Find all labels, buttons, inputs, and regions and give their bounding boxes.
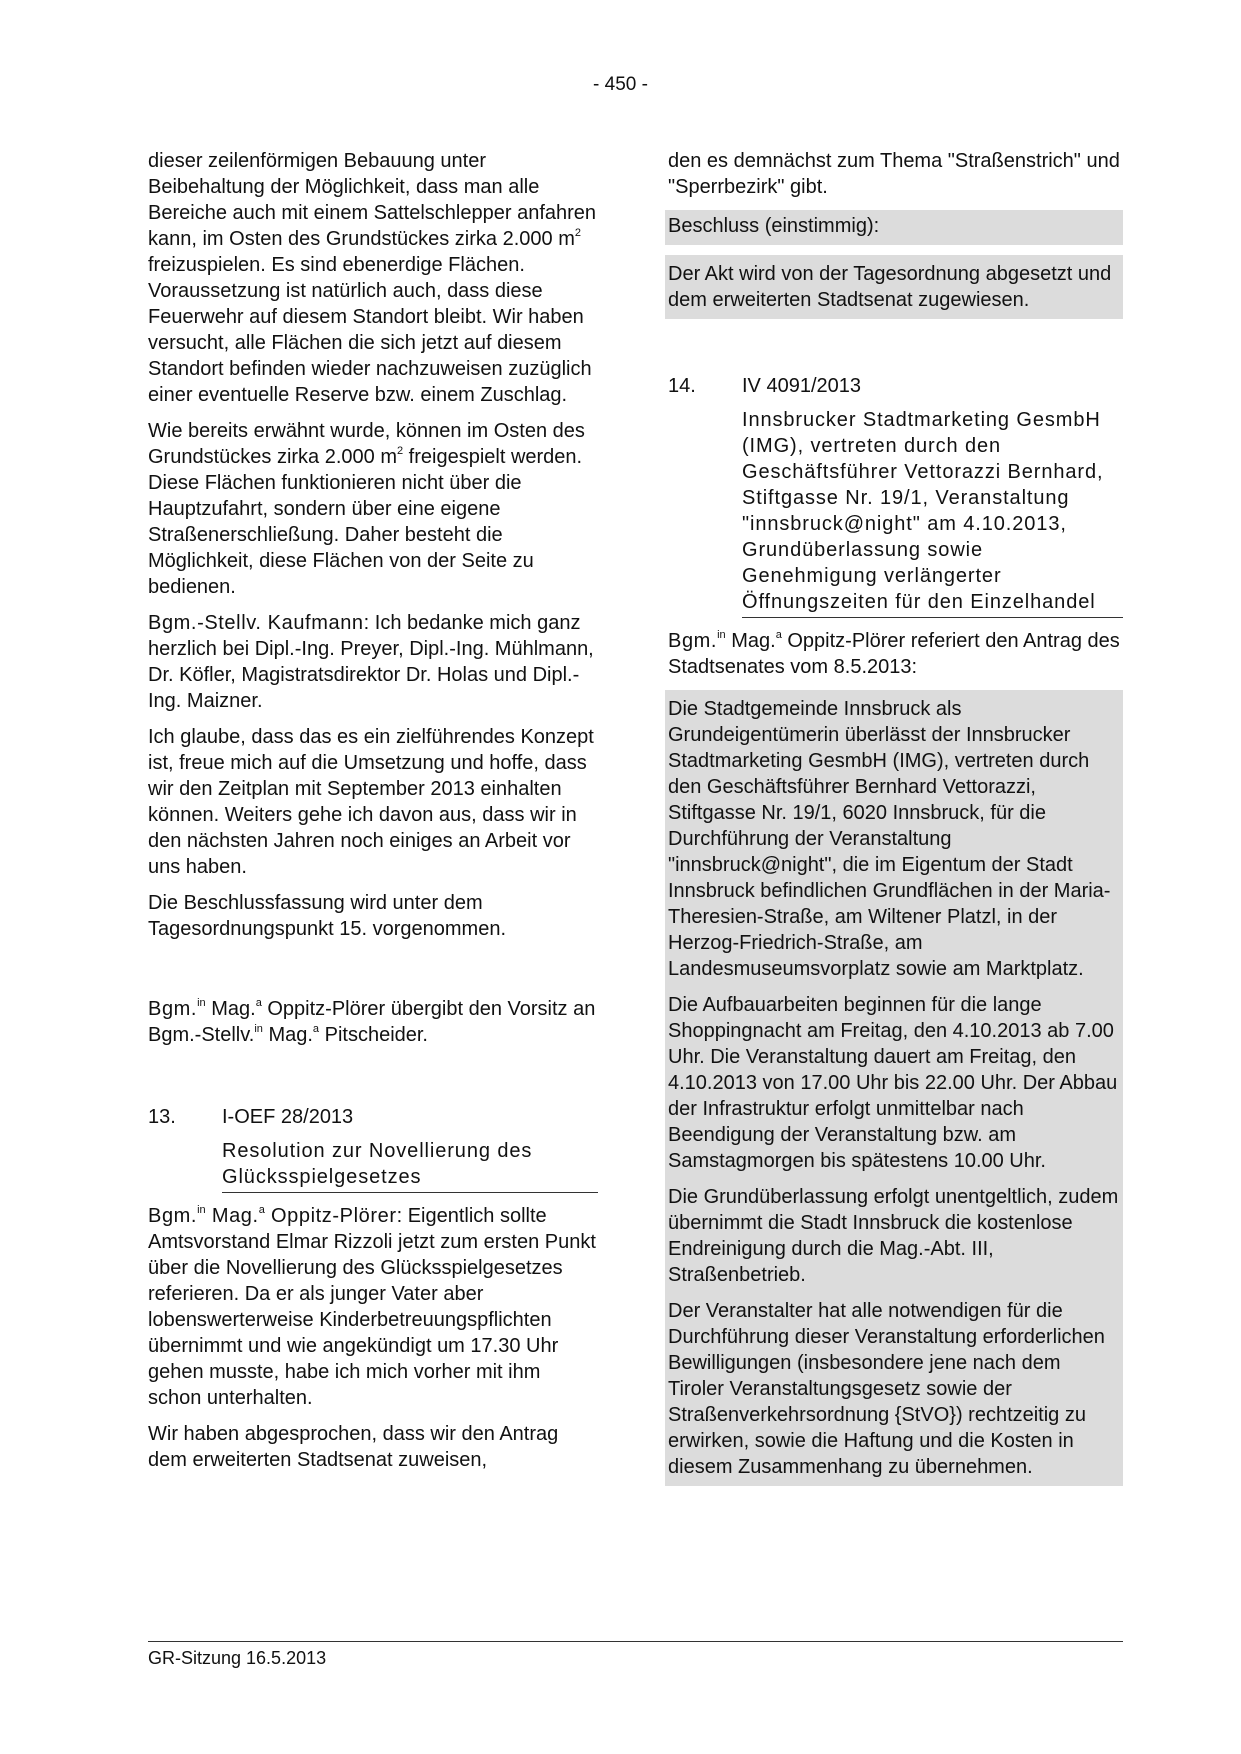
speaker-name: Bgm.-Stellv. Kaufmann [148, 612, 364, 634]
footer-divider [148, 1641, 1123, 1642]
paragraph: Bgm.-Stellv. Kaufmann: Ich bedanke mich ganz herzlich bei Dipl.-Ing. Preyer, Dipl.-Ing. Mühlmann, Dr. Köfler, Magistratsdirektor Dr. Holas und Dipl.-Ing. Maizner. [148, 612, 594, 712]
paragraph: Wir haben abgesprochen, dass wir den Antrag dem erweiterten Stadtsenat zuweisen, [148, 1423, 559, 1471]
motion-paragraph: Die Stadtgemeinde Innsbruck als Grundeigentümerin überlässt der Innsbrucker Stadtmarketing GesmbH (IMG), vertreten durch den Geschäftsführer Bernhard Vettorazzi, Stiftgasse Nr. 19/1, 6020 Innsbruck, für die Durchführung der Veranstaltung "innsbruck@night", die im Eigentum der Stadt Innsbruck befindlichen Grundflächen in der Maria-Theresien-Straße, am Wiltener Platzl, in der Herzog-Friedrich-Straße, am Landesmuseumsvorplatz sowie am Marktplatz. [668, 698, 1111, 980]
paragraph: Ich glaube, dass das es ein zielführendes Konzept ist, freue mich auf die Umsetzung und hoffe, dass wir den Zeitplan mit September 2013 einhalten können. Weiters gehe ich davon aus, dass wir in den nächsten Jahren noch einiges an Arbeit vor uns haben. [148, 726, 594, 878]
left-column [148, 148, 598, 1483]
motion-paragraph: Der Veranstalter hat alle notwendigen für die Durchführung dieser Veranstaltung erforderlichen Bewilligungen (insbesondere jene nach dem Tiroler Veranstaltungsgesetz sowie der Straßenverkehrsordnung {StVO}) rechtzeitig zu erwirken, sowie die Haftung und die Kosten in diesem Zusammenhang zu übernehmen. [668, 1300, 1105, 1478]
resolution-label: Beschluss (einstimmig): [665, 210, 1123, 245]
agenda-item-code: IV 4091/2013 [742, 375, 861, 397]
paragraph: dieser zeilenförmigen Bebauung unter Beibehaltung der Möglichkeit, dass man alle Bereiche auch mit einem Sattelschlepper anfahren kann, im Osten des Grundstückes zirka 2.000 $m^2$ freizuspielen. Es sind ebenerdige Flächen. Voraussetzung ist natürlich auch, dass diese Feuerwehr auf diesem Standort bleibt. Wir haben versucht, alle Flächen die sich jetzt auf diesem Standort befinden wieder nachzuweisen zuzüglich einer eventuelle Reserve bzw. einem Zuschlag. [148, 150, 597, 406]
right-column [668, 148, 1123, 1486]
paragraph: den es demnächst zum Thema "Straßenstrich" und "Sperrbezirk" gibt. [668, 150, 1120, 198]
paragraph: Bgm.$^{in}$ Mag.$^a$ Oppitz-Plörer: Eigentlich sollte Amtsvorstand Elmar Rizzoli jetzt zum ersten Punkt über die Novellierung des Glücksspielgesetzes referieren. Da er als junger Vater aber lobenswerterweise Kinderbetreuungspflichten übernimmt und wie angekündigt um 17.30 Uhr gehen musste, habe ich mich vorher mit ihm schon unterhalten. [148, 1204, 596, 1409]
agenda-item-code: I-OEF 28/2013 [222, 1106, 354, 1128]
paragraph: Wie bereits erwähnt wurde, können im Osten des Grundstückes zirka 2.000 $m^2$ freigespielt werden. Diese Flächen funktionieren nicht über die Hauptzufahrt, sondern über eine eigene Straßenerschließung. Daher besteht die Möglichkeit, diese Flächen von der Seite zu bedienen. [148, 420, 585, 598]
paragraph: Bgm.$^{in}$ Mag.$^a$ Oppitz-Plörer referiert den Antrag des Stadtsenates vom 8.5.2013: [668, 629, 1120, 678]
agenda-item-title: Resolution zur Novellierung des Glücksspielgesetzes [222, 1138, 598, 1193]
agenda-item-14-header [668, 373, 1123, 399]
resolution-text: Der Akt wird von der Tagesordnung abgesetzt und dem erweiterten Stadtsenat zugewiesen. [665, 255, 1123, 319]
motion-block [665, 690, 1123, 1486]
chair-handover-paragraph: Bgm.$^{in}$ Mag.$^a$ Oppitz-Plörer übergibt den Vorsitz an Bgm.-Stellv.$^{in}$ Mag.$^a$ Pitscheider. [148, 997, 596, 1046]
agenda-item-13-header [148, 1104, 598, 1130]
motion-paragraph: Die Aufbauarbeiten beginnen für die lange Shoppingnacht am Freitag, den 4.10.2013 ab 7.00 Uhr. Die Veranstaltung dauert am Freitag, den 4.10.2013 von 17.00 Uhr bis 22.00 Uhr. Der Abbau der Infrastruktur erfolgt unmittelbar nach Beendigung der Veranstaltung bzw. am Samstagmorgen bis spätestens 10.00 Uhr. [668, 994, 1118, 1172]
page-number: - 450 - [593, 74, 648, 95]
agenda-item-number: 14. [668, 375, 696, 397]
agenda-item-number: 13. [148, 1106, 176, 1128]
motion-paragraph: Die Grundüberlassung erfolgt unentgeltlich, zudem übernimmt die Stadt Innsbruck die kostenlose Endreinigung durch die Mag.-Abt. III, Straßenbetrieb. [668, 1186, 1119, 1286]
paragraph: Die Beschlussfassung wird unter dem Tagesordnungspunkt 15. vorgenommen. [148, 892, 507, 940]
agenda-item-title: Innsbrucker Stadtmarketing GesmbH (IMG), vertreten durch den Geschäftsführer Vettorazzi Bernhard, Stiftgasse Nr. 19/1, Veranstaltung "innsbruck@night" am 4.10.2013, Grundüberlassung sowie Genehmigung verlängerter Öffnungszeiten für den Einzelhandel [742, 407, 1123, 618]
footer-session-label: GR-Sitzung 16.5.2013 [148, 1648, 327, 1668]
